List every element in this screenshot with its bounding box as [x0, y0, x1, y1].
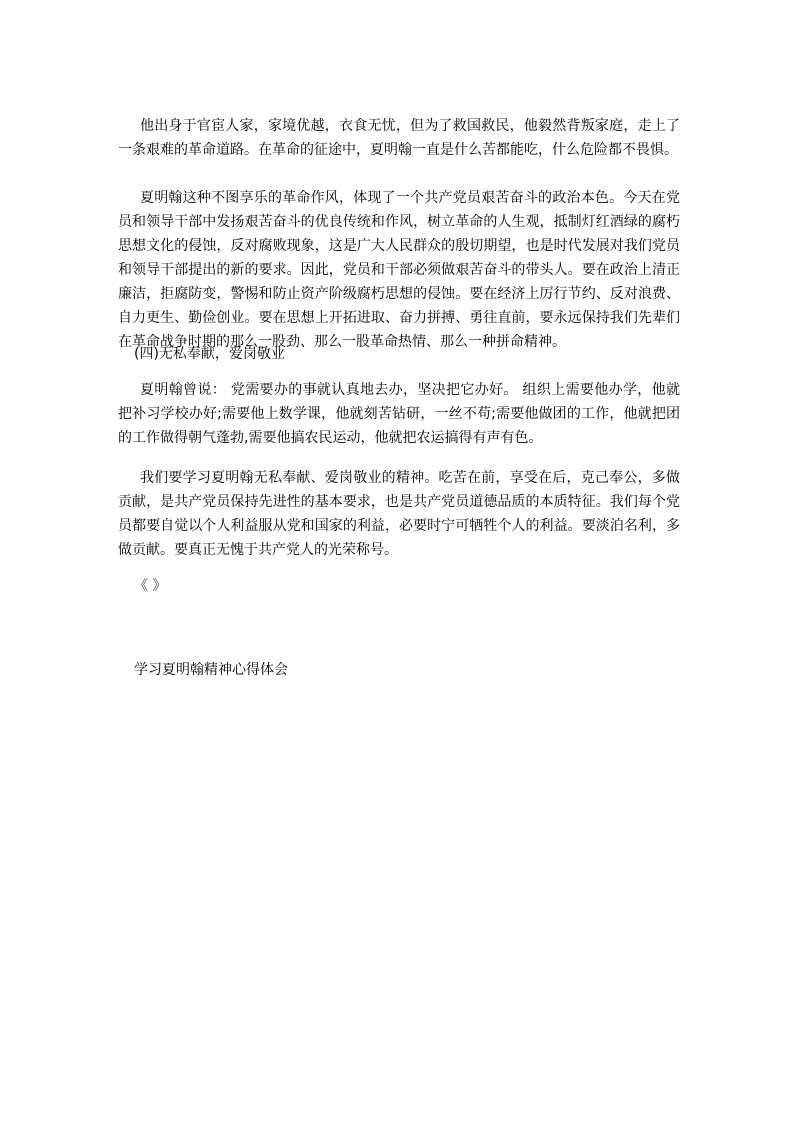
paragraph-intro: 他出身于官宦人家，家境优越，衣食无忧，但为了救国救民，他毅然背叛家庭，走上了一条艰难的革命道路。在革命的征途中，夏明翰一直是什么苦都能吃，什么危险都不畏惧。	[118, 118, 680, 158]
paragraph-hard-work: 夏明翰这种不图享乐的革命作风，体现了一个共产党员艰苦奋斗的政治本色。今天在党员和领导干部中发扬艰苦奋斗的优良传统和作风，树立革命的人生观，抵制灯红酒绿的腐朽思想文化的侵蚀，反对腐败现象，这是广大人民群众的殷切期望，也是时代发展对我们党员和领导干部提出的新的要求。因此，党员和干部必须做艰苦奋斗的带头人。要在政治上清正廉洁，拒腐防变，警惕和防止资产阶级腐朽思想的侵蚀。要在经济上厉行节约、反对浪费、自力更生、勤俭创业。要在思想上开拓进取、奋力拼搏、勇往直前，要永远保持我们先辈们在革命战争时期的那么一股劲、那么一股革命热情、那么一种拼命精神。	[118, 190, 680, 350]
page-nav-links[interactable]: 《 》	[134, 578, 167, 594]
footer-title: 学习夏明翰精神心得体会	[134, 662, 288, 678]
section-heading: (四)无私奉献，爱岗敬业	[134, 346, 285, 362]
paragraph-dedication: 我们要学习夏明翰无私奉献、爱岗敬业的精神。吃苦在前，享受在后，克己奉公，多做贡献，是共产党员保持先进性的基本要求，也是共产党员道德品质的本质特征。我们每个党员都要自觉以个人利益服从党和国家的利益，必要时宁可牺牲个人的利益。要淡泊名利，多做贡献。要真正无愧于共产党人的光荣称号。	[118, 470, 680, 558]
paragraph-quote: 夏明翰曾说： 党需要办的事就认真地去办，坚决把它办好。 组织上需要他办学，他就把补习学校办好;需要他上数学课，他就刻苦钻研，一丝不苟;需要他做团的工作，他就把团的工作做得朝气蓬勃,需要他搞农民运动，他就把农运搞得有声有色。	[118, 382, 680, 446]
